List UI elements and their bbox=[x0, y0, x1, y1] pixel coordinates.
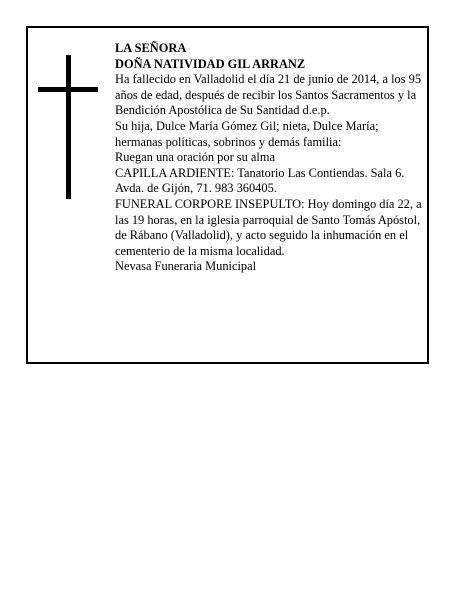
cross-horizontal-bar bbox=[38, 87, 98, 92]
deceased-name: DOÑA NATIVIDAD GIL ARRANZ bbox=[115, 56, 306, 71]
family-list: Su hija, Dulce María Gómez Gil; nieta, Dulce María; hermanas políticas, sobrinos y demás familia: bbox=[115, 118, 379, 149]
notice-text bbox=[115, 41, 425, 275]
funeral-service-info: FUNERAL CORPORE INSEPULTO: Hoy domingo día 22, a las 19 horas, en la iglesia parroquial de Santo Tomás Apóstol, de Rábano (Valladolid), y acto seguido la inhumación en el cementerio de la misma localidad. bbox=[115, 196, 422, 258]
death-announcement: Ha fallecido en Valladolid el día 21 de junio de 2014, a los 95 años de edad, después de recibir los Santos Sacramentos y la Bendición Apostólica de Su Santidad d.e.p. bbox=[115, 72, 422, 118]
cross-icon bbox=[38, 55, 98, 199]
funeral-home-name: Nevasa Funeraria Municipal bbox=[115, 259, 257, 274]
funeral-chapel-info: CAPILLA ARDIENTE: Tanatorio Las Contiendas. Sala 6. Avda. de Gijón, 71. 983 360405. bbox=[115, 165, 405, 196]
prayer-request: Ruegan una oración por su alma bbox=[115, 150, 275, 165]
obituary-notice bbox=[26, 26, 429, 364]
notice-heading: LA SEÑORA bbox=[115, 41, 187, 55]
cross-vertical-bar bbox=[66, 55, 71, 199]
